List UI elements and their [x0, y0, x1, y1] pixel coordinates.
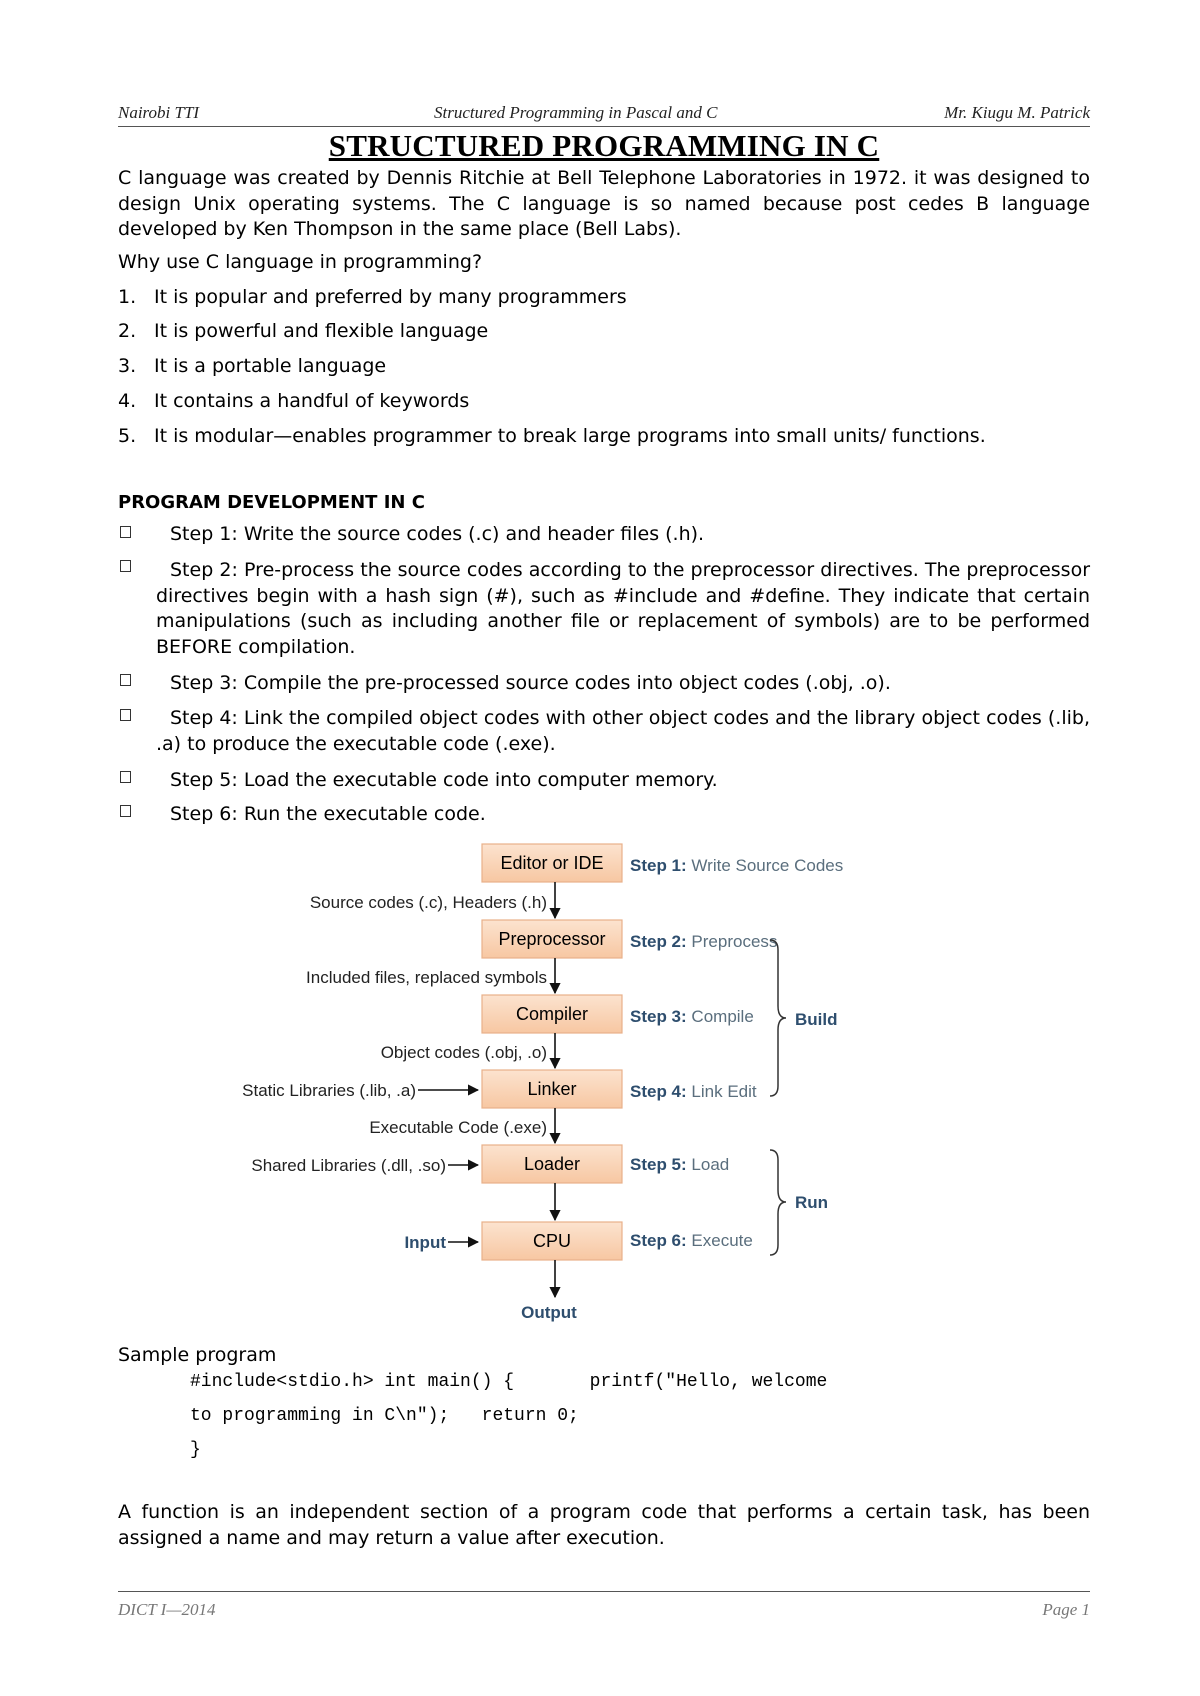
svg-text:Step 3: Compile: Step 3: Compile	[630, 1007, 754, 1026]
svg-text:Step 2: Preprocess: Step 2: Preprocess	[630, 932, 778, 951]
diagram-box-loader	[482, 1145, 622, 1183]
svg-text:Editor or IDE: Editor or IDE	[500, 853, 604, 873]
diagram-box-preprocessor	[482, 920, 622, 958]
svg-text:Preprocessor: Preprocessor	[498, 929, 606, 949]
list-item: It is popular and preferred by many programmers	[154, 286, 627, 308]
svg-text:Linker: Linker	[527, 1079, 577, 1099]
group-label-build: Build	[795, 1010, 838, 1029]
page-title: STRUCTURED PROGRAMMING IN C	[328, 128, 880, 163]
step-item: Step 2: Pre-process the source codes according to the preprocessor directives. The preprocessor directives begin with a hash sign (#), such as #include and #define. They indicate that certain manipulations (such as including another file or replacement of symbols) are to be performed BEFORE compilation.	[156, 559, 1090, 658]
svg-text:CPU: CPU	[532, 1231, 572, 1251]
diagram-box-editor	[482, 844, 622, 882]
header-course: Structured Programming in Pascal and C	[434, 103, 718, 122]
list-item: It contains a handful of keywords	[154, 390, 470, 412]
flow-label: Executable Code (.exe)	[369, 1118, 547, 1137]
output-label: Output	[521, 1303, 577, 1322]
step-item: Step 6: Run the executable code.	[170, 803, 486, 825]
sample-heading: Sample program	[118, 1344, 277, 1366]
svg-text:Loader: Loader	[523, 1154, 581, 1174]
diagram-box-linker	[482, 1070, 622, 1108]
svg-text:Step 1: Write Source Codes: Step 1: Write Source Codes	[630, 856, 844, 875]
svg-text:Step 6: Execute: Step 6: Execute	[630, 1231, 753, 1250]
svg-text:Compiler: Compiler	[515, 1004, 589, 1024]
code-line: #include<stdio.h> int main() { printf("Hello, welcome	[190, 1372, 828, 1392]
build-brace	[770, 940, 786, 1096]
footer-page-number: Page 1	[1042, 1600, 1090, 1619]
footer-rule	[118, 1591, 1090, 1592]
header-author: Mr. Kiugu M. Patrick	[944, 103, 1090, 122]
intro-paragraph: C language was created by Dennis Ritchie at Bell Telephone Laboratories in 1972. it was designed to design Unix operating systems. The C language is so named because post cedes B language developed by Ken Thompson in the same place (Bell Labs).	[118, 167, 1090, 240]
list-item: It is a portable language	[154, 355, 387, 377]
list-number: 4.	[118, 390, 137, 412]
svg-text:Step 4: Link Edit: Step 4: Link Edit	[630, 1082, 757, 1101]
footer-left: DICT I—2014	[118, 1600, 216, 1619]
why-question: Why use C language in programming?	[118, 251, 483, 273]
list-number: 2.	[118, 320, 137, 342]
step-item: Step 1: Write the source codes (.c) and header files (.h).	[170, 523, 705, 545]
side-input-label: Static Libraries (.lib, .a)	[242, 1081, 416, 1100]
flow-label: Included files, replaced symbols	[306, 968, 547, 987]
run-brace	[770, 1150, 786, 1255]
step-item: Step 4: Link the compiled object codes with other object codes and the library object codes (.lib, .a) to produce the executable code (.exe).	[156, 707, 1090, 755]
code-line: to programming in C\n"); return 0;	[190, 1406, 579, 1426]
list-item: It is modular—enables programmer to break large programs into small units/ functions.	[154, 425, 986, 447]
side-input-label: Input	[404, 1233, 446, 1252]
step-labels	[630, 856, 843, 1250]
list-number: 5.	[118, 425, 137, 447]
list-number: 3.	[118, 355, 137, 377]
flow-label: Object codes (.obj, .o)	[380, 1043, 547, 1062]
diagram-box-compiler	[482, 995, 622, 1033]
step-item: Step 3: Compile the pre-processed source codes into object codes (.obj, .o).	[170, 672, 891, 694]
side-input-label: Shared Libraries (.dll, .so)	[251, 1156, 446, 1175]
flow-label: Source codes (.c), Headers (.h)	[309, 893, 547, 912]
diagram-box-cpu	[482, 1222, 622, 1260]
function-definition: A function is an independent section of a program code that performs a certain task, has been assigned a name and may return a value after execution.	[118, 1501, 1090, 1549]
svg-text:Step 5: Load: Step 5: Load	[630, 1155, 730, 1174]
group-label-run: Run	[795, 1193, 829, 1212]
header-institution: Nairobi TTI	[118, 103, 200, 122]
section-heading-development: PROGRAM DEVELOPMENT IN C	[118, 492, 425, 513]
step-item: Step 5: Load the executable code into computer memory.	[170, 769, 718, 791]
code-line: }	[190, 1440, 201, 1460]
list-item: It is powerful and flexible language	[154, 320, 489, 342]
list-number: 1.	[118, 286, 137, 308]
